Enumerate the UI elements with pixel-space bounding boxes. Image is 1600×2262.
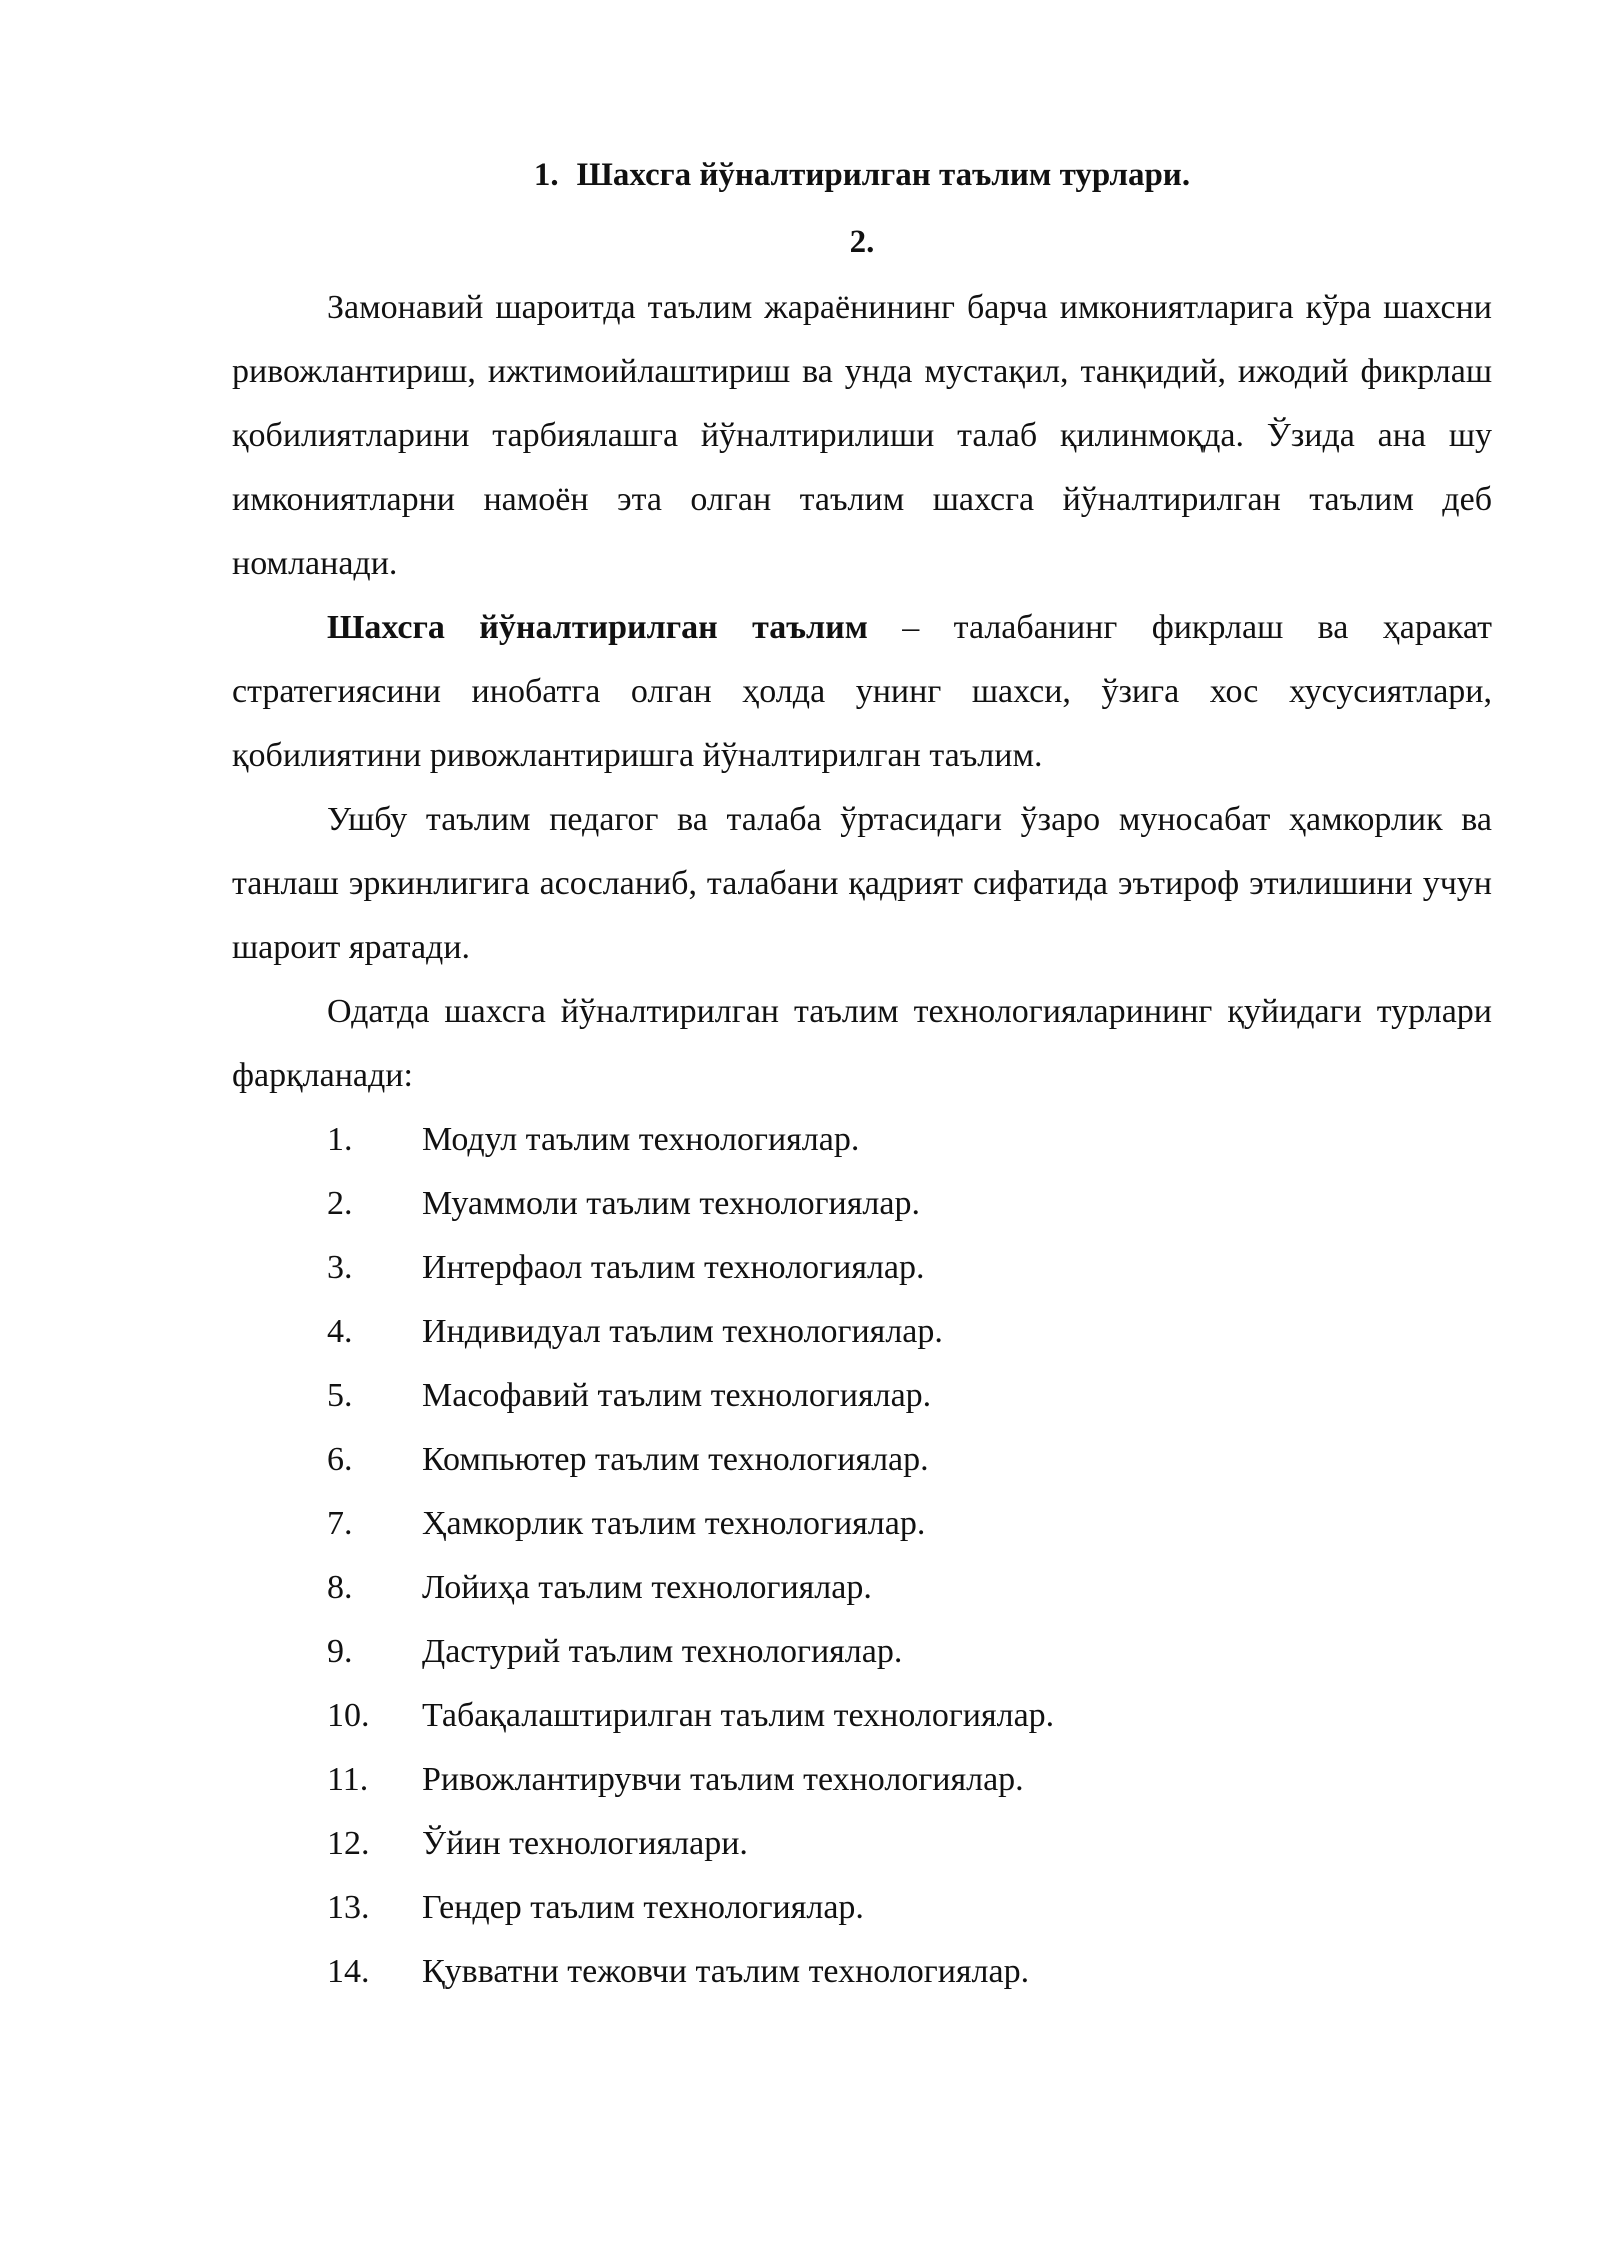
list-item-text: Табақалаштирилган таълим технологиялар. (422, 1697, 1055, 1734)
paragraph-intro (232, 276, 1492, 596)
list-item-text: Компьютер таълим технологиялар. (422, 1441, 929, 1478)
list-item (232, 1300, 1492, 1364)
list-item (232, 1556, 1492, 1620)
list-item-number: 13. (327, 1889, 370, 1926)
list-item (232, 1492, 1492, 1556)
document-body (232, 276, 1492, 2004)
list-item (232, 1428, 1492, 1492)
list-item-text: Ривожлантирувчи таълим технологиялар. (422, 1761, 1024, 1798)
list-item-number: 12. (327, 1825, 370, 1862)
list-item (232, 1940, 1492, 2004)
paragraph-definition (232, 596, 1492, 788)
list-item-text: Индивидуал таълим технологиялар. (422, 1313, 943, 1350)
list-item-number: 2. (327, 1185, 353, 1222)
paragraph-text: Ушбу таълим педагог ва талаба ўртасидаги ўзаро муносабат ҳамкорлик ва танлаш эркинлигига асосланиб, талабани қадрият сифатида эътироф этилишини учун шароит яратади. (232, 801, 1492, 966)
list-item (232, 1748, 1492, 1812)
list-item-text: Ҳамкорлик таълим технологиялар. (422, 1505, 926, 1542)
list-item-text: Интерфаол таълим технологиялар. (422, 1249, 925, 1286)
list-item-number: 4. (327, 1313, 353, 1350)
paragraph-list-intro (232, 980, 1492, 1108)
list-item-text: Қувватни тежовчи таълим технологиялар. (422, 1953, 1030, 1990)
list-item-number: 9. (327, 1633, 353, 1670)
paragraph-text: – талабанинг фикрлаш ва ҳаракат стратегиясини инобатга олган ҳолда унинг шахси, ўзига хос хусусиятлари, қобилиятини ривожлантиришга йўналтирилган таълим. (232, 609, 1492, 774)
list-item-number: 8. (327, 1569, 353, 1606)
list-item-text: Модул таълим технологиялар. (422, 1121, 860, 1158)
list-item-text: Гендер таълим технологиялар. (422, 1889, 864, 1926)
technology-list (232, 1108, 1492, 2004)
list-item (232, 1876, 1492, 1940)
definition-term: Шахсга йўналтирилган таълим (327, 609, 868, 646)
list-item (232, 1684, 1492, 1748)
list-item (232, 1108, 1492, 1172)
list-item-number: 3. (327, 1249, 353, 1286)
list-item-text: Муаммоли таълим технологиялар. (422, 1185, 920, 1222)
list-item-number: 6. (327, 1441, 353, 1478)
list-item-text: Ўйин технологиялари. (422, 1825, 748, 1862)
paragraph-cooperation (232, 788, 1492, 980)
list-item-number: 11. (327, 1761, 369, 1798)
list-item-number: 10. (327, 1697, 370, 1734)
section-heading-number-2: 2. (849, 224, 875, 260)
list-item-text: Лойиҳа таълим технологиялар. (422, 1569, 872, 1606)
list-item-number: 14. (327, 1953, 370, 1990)
list-item-text: Дастурий таълим технологиялар. (422, 1633, 903, 1670)
paragraph-text: Одатда шахсга йўналтирилган таълим технологияларининг қуйидаги турлари фарқланади: (232, 993, 1492, 1094)
list-item-text: Масофавий таълим технологиялар. (422, 1377, 932, 1414)
heading-title: Шахсга йўналтирилган таълим турлари. (576, 157, 1191, 193)
list-item (232, 1172, 1492, 1236)
list-item-number: 5. (327, 1377, 353, 1414)
list-item (232, 1236, 1492, 1300)
paragraph-text: Замонавий шароитда таълим жараёнининг барча имкониятларига кўра шахсни ривожлантириш, ижтимоийлаштириш ва унда мустақил, танқидий, ижодий фикрлаш қобилиятларини тарбиялашга йўналтирилиши талаб қилинмоқда. Ўзида ана шу имкониятларни намоён эта олган таълим шахсга йўналтирилган таълим деб номланади. (232, 289, 1492, 582)
heading-number: 1. (533, 157, 559, 193)
list-item (232, 1812, 1492, 1876)
section-heading (232, 155, 1492, 195)
list-item-number: 7. (327, 1505, 353, 1542)
list-item (232, 1620, 1492, 1684)
list-item-number: 1. (327, 1121, 353, 1158)
list-item (232, 1364, 1492, 1428)
